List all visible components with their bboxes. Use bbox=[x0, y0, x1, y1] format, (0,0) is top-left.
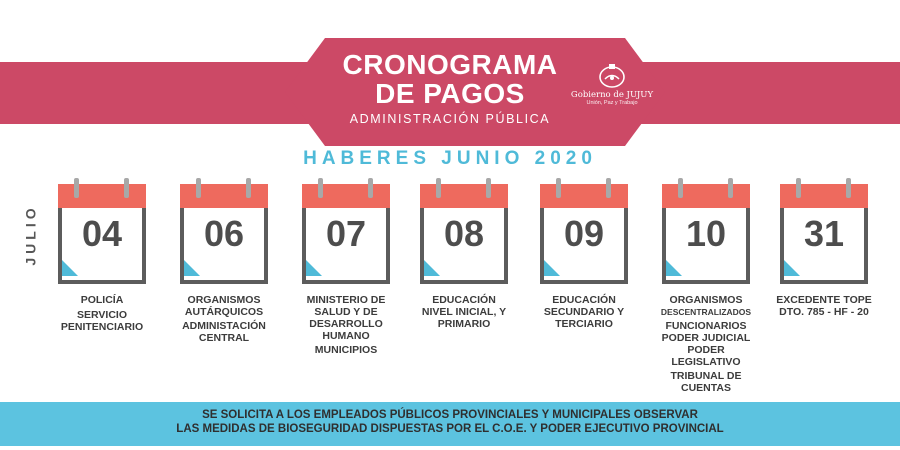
calendar-label-08 bbox=[399, 294, 529, 330]
label-line: ORGANISMOS AUTÁRQUICOS bbox=[184, 294, 264, 318]
calendar-day-number: 04 bbox=[81, 213, 123, 254]
period-title: HABERES JUNIO 2020 bbox=[303, 148, 597, 169]
label-line: TRIBUNAL DE CUENTAS bbox=[670, 370, 742, 394]
calendar-day-07 bbox=[302, 178, 390, 288]
label-line: DESCENTRALIZADOS bbox=[660, 307, 752, 317]
calendar-day-04 bbox=[58, 178, 146, 288]
label-line: POLICÍA bbox=[80, 294, 124, 306]
calendar-day-number: 31 bbox=[803, 213, 845, 254]
label-line: EDUCACIÓN NIVEL INICIAL, Y PRIMARIO bbox=[421, 294, 507, 330]
page-curl-icon bbox=[544, 260, 560, 276]
calendar-day-08 bbox=[420, 178, 508, 288]
government-logo bbox=[570, 62, 654, 118]
page-curl-icon bbox=[784, 260, 800, 276]
label-line: EDUCACIÓN SECUNDARIO Y TERCIARIO bbox=[543, 294, 625, 330]
calendar-day-number: 10 bbox=[685, 213, 727, 254]
page-curl-icon bbox=[666, 260, 682, 276]
calendar-day-06 bbox=[180, 178, 268, 288]
label-line: MINISTERIO DE SALUD Y DE DESARROLLO HUMANO bbox=[306, 294, 386, 342]
calendar-label-07 bbox=[281, 294, 411, 356]
calendar-day-number: 07 bbox=[325, 213, 367, 254]
calendar-day-31 bbox=[780, 178, 868, 288]
logo-tagline: Unión, Paz y Trabajo bbox=[586, 100, 638, 106]
calendar-day-number: 09 bbox=[563, 213, 605, 254]
label-line: ORGANISMOS bbox=[669, 294, 743, 306]
month-label-text: JULIO bbox=[23, 204, 40, 266]
title-line-2: DE PAGOS bbox=[375, 78, 525, 109]
page-curl-icon bbox=[306, 260, 322, 276]
label-line: PODER LEGISLATIVO bbox=[671, 344, 741, 368]
label-line: SERVICIO PENITENCIARIO bbox=[60, 309, 144, 333]
label-line: MUNICIPIOS bbox=[314, 344, 378, 356]
jujuy-seal-icon bbox=[597, 62, 627, 90]
footer-line-2: LAS MEDIDAS DE BIOSEGURIDAD DISPUESTAS POR EL C.O.E. Y PODER EJECUTIVO PROVINCIAL bbox=[176, 423, 724, 435]
label-line: FUNCIONARIOS PODER JUDICIAL bbox=[661, 320, 751, 344]
calendar-day-number: 06 bbox=[203, 213, 245, 254]
month-label bbox=[20, 195, 42, 275]
logo-name: Gobierno de JUJUY bbox=[570, 90, 654, 100]
calendar-label-31 bbox=[759, 294, 889, 318]
footer-line-1: SE SOLICITA A LOS EMPLEADOS PÚBLICOS PROVINCIALES Y MUNICIPALES OBSERVAR bbox=[202, 409, 698, 421]
page-curl-icon bbox=[62, 260, 78, 276]
subtitle: ADMINISTRACIÓN PÚBLICA bbox=[349, 112, 551, 126]
page-curl-icon bbox=[424, 260, 440, 276]
calendar-label-04 bbox=[37, 294, 167, 333]
calendar-label-06 bbox=[159, 294, 289, 344]
label-line: ADMINISTACIÓN CENTRAL bbox=[182, 320, 266, 344]
calendar-day-10 bbox=[662, 178, 750, 288]
footer-notice bbox=[0, 408, 900, 436]
header-title-block bbox=[330, 50, 570, 126]
title-line-1: CRONOGRAMA bbox=[342, 49, 558, 80]
label-line: EXCEDENTE TOPE DTO. 785 - HF - 20 bbox=[776, 294, 872, 318]
calendar-label-09 bbox=[519, 294, 649, 330]
page-curl-icon bbox=[184, 260, 200, 276]
calendar-label-10 bbox=[641, 294, 771, 394]
calendar-day-09 bbox=[540, 178, 628, 288]
calendar-day-number: 08 bbox=[443, 213, 485, 254]
